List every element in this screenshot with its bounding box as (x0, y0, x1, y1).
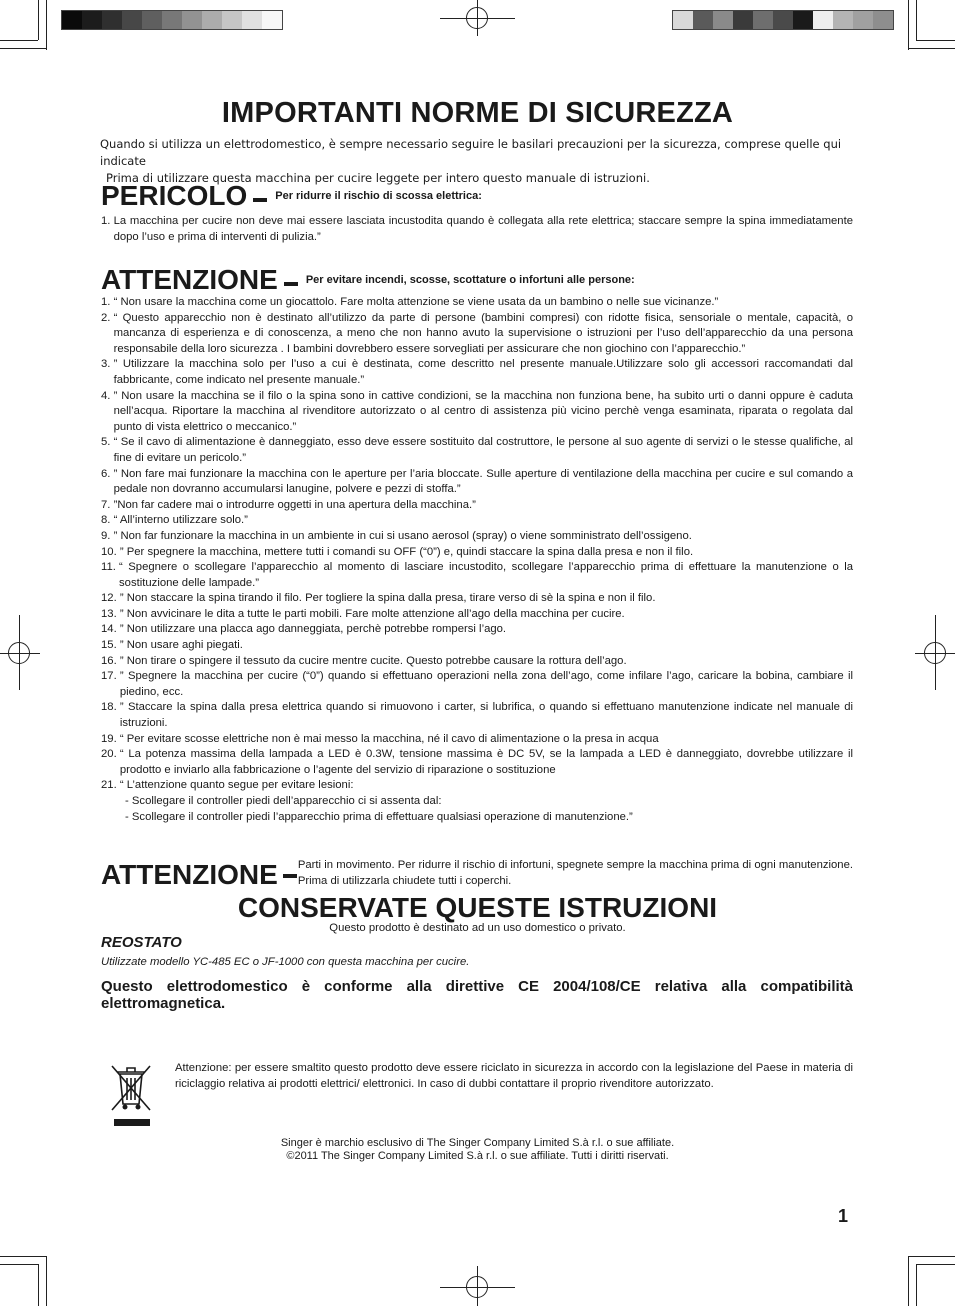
item-number: 9. (101, 529, 114, 542)
color-swatch (262, 11, 282, 29)
item-number: 2. (101, 311, 114, 324)
item-number: 11. (101, 561, 120, 574)
item-text: “ Spegnere o scollegare l’apparecchio al momento di lasciare incustodito, scollegare l’apparecchio prima di effettuare la manutenzione o la sostituzione delle lampade.” (119, 561, 853, 589)
item-number: 17. (101, 670, 120, 683)
attenzione-heading (101, 266, 635, 294)
item-text: “ All’interno utilizzare solo.” (113, 514, 248, 527)
item-text: ” Non tirare o spingere il tessuto da cucire mentre cucite. Questo potrebbe causare la rottura dell’ago. (119, 654, 627, 667)
item-text: La macchina per cucire non deve mai essere lasciata incustodita quando è collegata alla rete elettrica; staccare sempre la spina immediatamente dopo l’uso e prima di interventi di pulizia.” (113, 215, 853, 243)
list-item (101, 513, 853, 529)
color-bar-left (61, 10, 283, 30)
attenzione-title: ATTENZIONE (101, 264, 278, 295)
item-number: 4. (101, 389, 114, 402)
item-number: 13. (101, 607, 120, 620)
color-swatch (222, 11, 242, 29)
list-item (101, 747, 853, 778)
item-number: 14. (101, 623, 120, 636)
color-swatch (202, 11, 222, 29)
item-text: “ La potenza massima della lampada a LED è 0.3W, tensione massima è DC 5V, se la lampada a LED è danneggiato, dovrebbe utilizzare il prodotto e inviarlo alla fabbricazione o l’agente del servizio di riparazione o sostituzione (119, 748, 853, 776)
list-item (101, 732, 853, 748)
attenzione-list (101, 295, 853, 825)
domestic-use-note: Questo prodotto è destinato ad un uso domestico o privato. (329, 922, 626, 934)
list-item (101, 295, 853, 311)
item-text: ” Non far funzionare la macchina in un ambiente in cui si usano aerosol (spray) o viene somministrato dell’ossigeno. (113, 529, 692, 542)
item-number: 21. (101, 779, 120, 792)
color-swatch (773, 11, 793, 29)
item-number: 1. (101, 215, 114, 227)
item-text: ” Non avvicinare le dita a tutte le parti mobili. Fare molte attenzione all’ago della macchina per cucire. (119, 607, 625, 620)
ce-compliance-note: Questo elettrodomestico è conforme alla direttive CE 2004/108/CE relativa alla compatibilità elettromagnetica. (101, 978, 853, 1012)
list-item (101, 607, 853, 623)
list-item (101, 529, 853, 545)
pericolo-subtitle: Per ridurre il rischio di scossa elettrica: (275, 190, 482, 202)
color-swatch (693, 11, 713, 29)
item-text: ”Non far cadere mai o introdurre oggetti in una apertura della macchina.” (113, 498, 476, 511)
color-swatch (62, 11, 82, 29)
sub-item: - Scollegare il controller piedi dell’apparecchio ci si assenta dal: (125, 795, 442, 807)
item-text: “ Non usare la macchina come un giocattolo. Fare molta attenzione se viene usata da un bambino o nelle sue vicinanze.” (113, 296, 719, 308)
heading-dash (283, 874, 297, 878)
intro-line: Prima di utilizzare questa macchina per cucire leggete per intero questo manuale di istruzioni. (106, 171, 650, 185)
color-swatch (733, 11, 753, 29)
pericolo-heading (101, 182, 482, 210)
attenzione2-text: Parti in movimento. Per ridurre il rischio di infortuni, spegnete sempre la macchina prima di ogni manutenzione. Prima di utilizzarla chiudete tutti i coperchi. (297, 859, 853, 887)
footer-line: ©2011 The Singer Company Limited S.à r.l. o sue affiliate. Tutti i diritti riservati. (286, 1150, 669, 1162)
color-swatch (713, 11, 733, 29)
list-item (101, 669, 853, 700)
list-item (101, 311, 853, 358)
reostato-model-note: Utilizzate modello YC-485 EC o JF-1000 con questa macchina per cucire. (101, 956, 470, 968)
item-number: 15. (101, 639, 120, 652)
color-swatch (813, 11, 833, 29)
color-swatch (242, 11, 262, 29)
item-number: 20. (101, 748, 120, 761)
heading-dash (253, 198, 267, 202)
disposal-note: Attenzione: per essere smaltito questo prodotto deve essere riciclato in sicurezza in accordo con la legislazione del Paese in materia di riciclaggio relativa ai prodotti elettrici/ elettronici. In caso di dubbi contattare il proprio rivenditore autorizzato. (175, 1062, 853, 1090)
color-swatch (673, 11, 693, 29)
item-text: “ Per evitare scosse elettriche non è mai messo la macchina, né il cavo di alimentazione o la presa in acqua (119, 732, 659, 745)
list-item (101, 498, 853, 514)
item-number: 18. (101, 701, 120, 714)
list-item (101, 700, 853, 731)
weee-crossed-bin-icon (108, 1060, 154, 1128)
list-item (101, 389, 853, 436)
page-number: 1 (838, 1206, 849, 1226)
attenzione-moving-parts (101, 858, 853, 889)
item-number: 12. (101, 592, 120, 605)
reostato-heading: REOSTATO (101, 934, 182, 951)
color-swatch (102, 11, 122, 29)
item-text: ” Non fare mai funzionare la macchina con le aperture per l’aria bloccate. Sulle aperture di ventilazione della macchina per cucire e sul comando a pedale non dovranno accumularsi lanugine, polvere e pezzi di stoffa.” (113, 467, 853, 496)
attenzione-subtitle: Per evitare incendi, scosse, scottature o infortuni alle persone: (305, 274, 635, 286)
item-text: ” Staccare la spina dalla presa elettrica quando si rimuovono i carter, si lubrifica, o quando si effettuano manutenzione indicate nel manuale di istruzioni. (119, 701, 853, 730)
item-text: ” Non utilizzare una placca ago danneggiata, perchè potrebbe rompersi l’ago. (119, 623, 507, 636)
item-text: “ Questo apparecchio non è destinato all’utilizzo da parte di persone (bambini compresi) con ridotte fisica, sensoriale o mentale, capacità, o mancanza di esperienza e di conoscenza, a meno che non hanno avuto la supervisione o istruzioni per l’uso dell’apparecchio da una persona responsabile della loro sicurezza . I bambini dovrebbero essere sorvegliati per assicurare che non giochino con l’apparecchio.” (113, 311, 853, 355)
item-text: ” Non staccare la spina tirando il filo. Per togliere la spina dalla presa, tirare verso di sè la spina e non il filo. (119, 592, 656, 605)
keep-instructions-title: CONSERVATE QUESTE ISTRUZIONI (237, 892, 718, 923)
color-swatch (753, 11, 773, 29)
color-swatch (142, 11, 162, 29)
item-number: 19. (101, 732, 120, 745)
footer (0, 1137, 955, 1163)
color-swatch (122, 11, 142, 29)
color-swatch (793, 11, 813, 29)
sub-item: - Scollegare il controller piedi l’apparecchio prima di effettuare qualsiasi operazione di manutenzione.” (125, 810, 633, 823)
list-item (101, 638, 853, 654)
list-item (101, 560, 853, 591)
list-item (101, 357, 853, 388)
list-item (101, 591, 853, 607)
item-text: “ Se il cavo di alimentazione è danneggiato, esso deve essere sostituito dal costruttore, le persone al suo agente di servizi o le stesse qualifiche, al fine di evitare un pericolo.” (113, 436, 853, 464)
attenzione2-title: ATTENZIONE (101, 859, 278, 890)
item-text: ” Utilizzare la macchina solo per l’uso a cui è destinata, come descritto nel presente manuale.Utilizzare solo gli accessori raccomandati dal fabbricante, come indicato nel presente manuale.” (113, 358, 853, 386)
list-item (101, 435, 853, 466)
item-text: ” Non usare aghi piegati. (119, 639, 243, 652)
item-text: ” Per spegnere la macchina, mettere tutti i comandi su OFF (“0”) e, quindi staccare la spina dalla presa e non il filo. (119, 545, 694, 558)
footer-line: Singer è marchio esclusivo di The Singer Company Limited S.à r.l. o sue affiliate. (280, 1137, 675, 1149)
color-swatch (162, 11, 182, 29)
color-swatch (833, 11, 853, 29)
item-number: 10. (101, 545, 120, 558)
page-title: IMPORTANTI NORME DI SICUREZZA (221, 97, 734, 129)
item-number: 5. (101, 436, 114, 449)
list-item (101, 467, 853, 498)
item-number: 8. (101, 514, 114, 527)
pericolo-title: PERICOLO (101, 180, 248, 211)
color-swatch (853, 11, 873, 29)
color-swatch (182, 11, 202, 29)
item-number: 1. (101, 296, 114, 308)
item-number: 16. (101, 654, 120, 667)
color-swatch (82, 11, 102, 29)
item-number: 3. (101, 358, 114, 371)
item-text: “ L’attenzione quanto segue per evitare lesioni: (119, 779, 354, 792)
item-number: 6. (101, 467, 114, 480)
heading-dash (284, 282, 298, 286)
intro-line: Quando si utilizza un elettrodomestico, è sempre necessario seguire le basilari precauzioni per la sicurezza, comprese quelle qui indicate (100, 137, 842, 168)
list-item (101, 622, 853, 638)
item-number: 7. (101, 498, 114, 511)
item-text: ” Non usare la macchina se il filo o la spina sono in cattive condizioni, se la macchina non funziona bene, ha subito urti o danni oppure è caduta nell’acqua. Riportare la macchina al rivenditore autorizzato o al centro di assistenza più vicino perchè venga esaminata, riparata o regolata dal punto di vista elettrico o meccanico.” (113, 389, 853, 433)
list-item (101, 778, 853, 794)
list-item (101, 654, 853, 670)
list-item (101, 545, 853, 561)
item-text: ” Spegnere la macchina per cucire (“0”) quando si effettuano operazioni nella zona dell’ago, come infilare l’ago, caricare la bobina, cambiare il piedino, ecc. (119, 670, 853, 698)
color-bar-right (672, 10, 894, 30)
list-item (101, 214, 853, 245)
color-swatch (873, 11, 893, 29)
pericolo-list (101, 214, 853, 245)
